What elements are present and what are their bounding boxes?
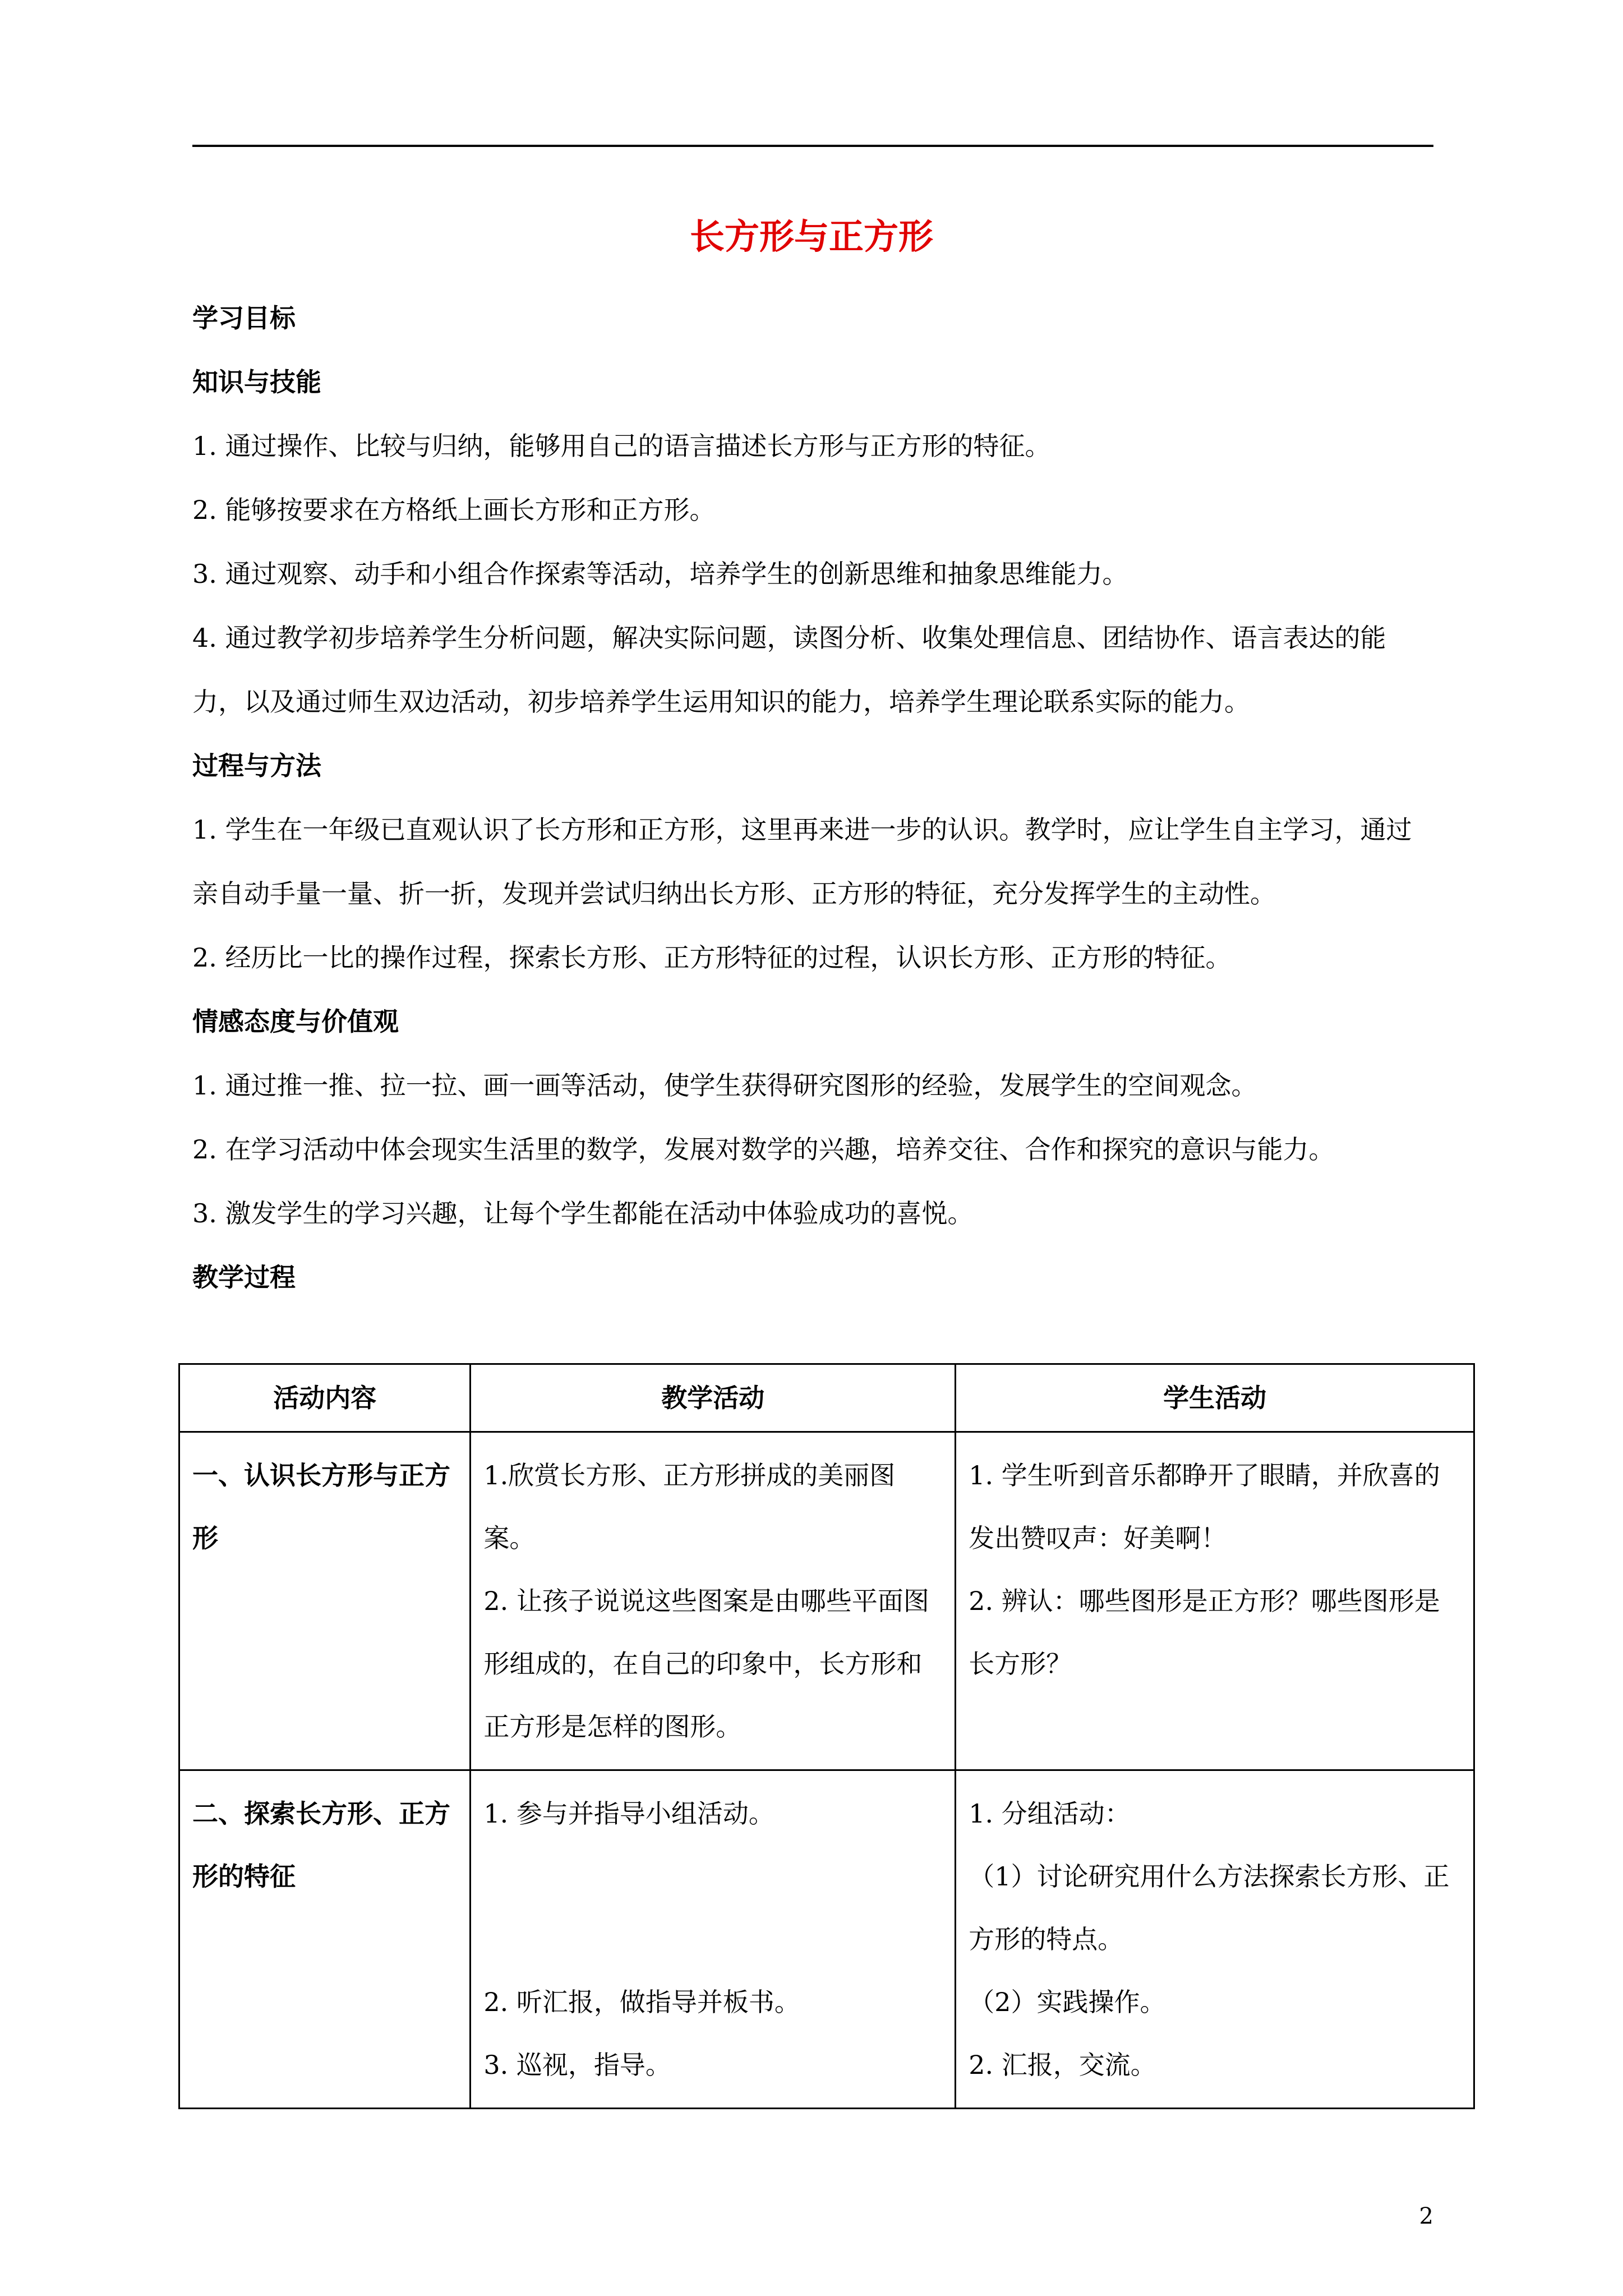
knowledge-item: 2. 能够按要求在方格纸上画长方形和正方形。 [192,495,716,525]
student-item: （2）实践操作。 [969,1987,1166,2017]
col-header-teacher: 教学活动 [471,1364,956,1432]
teacher-item: 2. 听汇报，做指导并板书。 [483,1987,800,2017]
spacer [483,1845,942,1908]
student-item: （1）讨论研究用什么方法探索长方形、正方形的特点。 [969,1861,1450,1954]
student-item: 2. 汇报，交流。 [969,2050,1156,2080]
student-activity-cell [956,1770,1474,2109]
document-body [192,286,1433,1309]
teacher-item: 1. 参与并指导小组活动。 [483,1798,774,1829]
spacer [483,1908,942,1971]
row-category: 二、探索长方形、正方形的特征 [179,1770,471,2109]
header-rule [192,145,1433,147]
section-heading-teaching: 教学过程 [192,1262,296,1292]
teacher-activity-cell [471,1432,956,1770]
page-title: 长方形与正方形 [689,216,933,257]
emotion-item: 3. 激发学生的学习兴趣，让每个学生都能在活动中体验成功的喜悦。 [192,1198,974,1228]
process-item: 1. 学生在一年级已直观认识了长方形和正方形，这里再来进一步的认识。教学时，应让学生自主学习，通过亲自动手量一量、折一折，发现并尝试归纳出长方形、正方形的特征，充分发挥学生的主动性。 [192,815,1412,909]
heading-knowledge: 知识与技能 [192,367,321,397]
table-row [179,1432,1474,1770]
page-number: 2 [1419,2203,1433,2229]
teacher-item: 3. 巡视，指导。 [483,2050,671,2080]
student-item: 1. 学生听到音乐都睁开了眼睛，并欣喜的发出赞叹声：好美啊！ [969,1460,1440,1553]
process-item: 2. 经历比一比的操作过程，探索长方形、正方形特征的过程，认识长方形、正方形的特征。 [192,942,1232,973]
knowledge-item: 3. 通过观察、动手和小组合作探索等活动，培养学生的创新思维和抽象思维能力。 [192,559,1128,589]
teacher-item: 1.欣赏长方形、正方形拼成的美丽图案。 [483,1460,896,1553]
teacher-item: 2. 让孩子说说这些图案是由哪些平面图形组成的，在自己的印象中，长方形和正方形是怎样的图形。 [483,1586,929,1742]
heading-emotion: 情感态度与价值观 [192,1006,399,1037]
table-row [179,1770,1474,2109]
student-activity-cell [956,1432,1474,1770]
emotion-item: 1. 通过推一推、拉一拉、画一画等活动，使学生获得研究图形的经验，发展学生的空间观念。 [192,1070,1257,1101]
emotion-item: 2. 在学习活动中体会现实生活里的数学，发展对数学的兴趣，培养交往、合作和探究的意识与能力。 [192,1134,1335,1165]
student-item: 2. 辨认：哪些图形是正方形？哪些图形是长方形？ [969,1586,1440,1679]
section-heading-goals: 学习目标 [192,303,296,333]
student-item: 1. 分组活动： [969,1798,1131,1829]
row-category: 一、认识长方形与正方形 [179,1432,471,1770]
col-header-content: 活动内容 [179,1364,471,1432]
teacher-activity-cell [471,1770,956,2109]
knowledge-item: 4. 通过教学初步培养学生分析问题，解决实际问题，读图分析、收集处理信息、团结协作、语言表达的能力，以及通过师生双边活动，初步培养学生运用知识的能力，培养学生理论联系实际的能力。 [192,623,1386,717]
knowledge-item: 1. 通过操作、比较与归纳，能够用自己的语言描述长方形与正方形的特征。 [192,431,1051,461]
col-header-student: 学生活动 [956,1364,1474,1432]
teaching-process-table [178,1363,1475,2109]
table-header-row [179,1364,1474,1432]
heading-process: 过程与方法 [192,751,321,781]
